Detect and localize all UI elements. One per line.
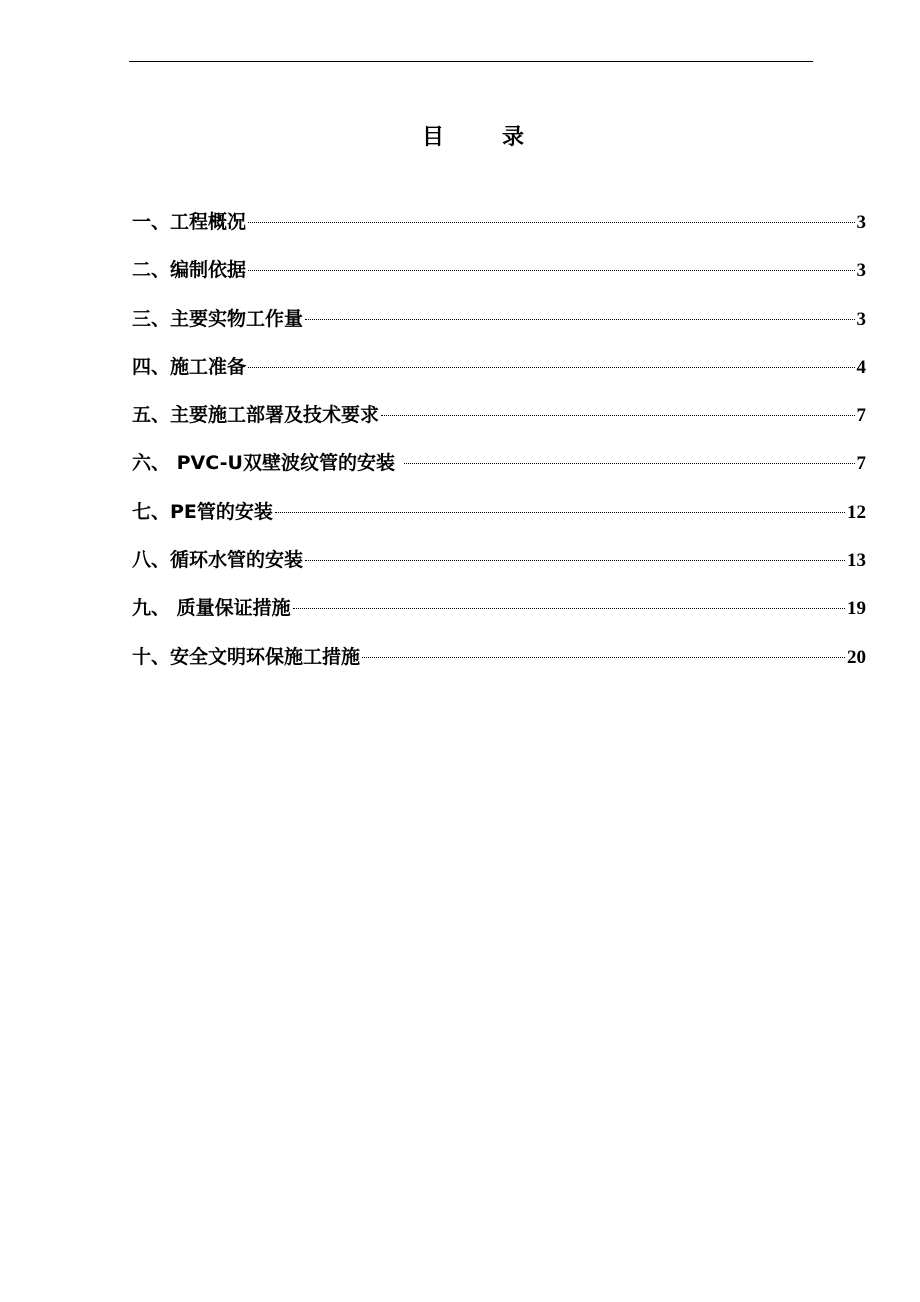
- toc-entry-page: 7: [856, 405, 866, 427]
- toc-entry-label: 十、安全文明环保施工措施: [132, 645, 361, 668]
- toc-entry[interactable]: [132, 303, 866, 351]
- header-rule: [129, 61, 813, 62]
- toc-entry-page: 4: [856, 356, 866, 378]
- toc-entry-page: 20: [847, 646, 866, 668]
- toc-entry[interactable]: [132, 544, 866, 592]
- toc-entry-label: 七、PE管的安装: [132, 500, 273, 523]
- toc-entry-page: 3: [856, 212, 866, 233]
- toc-entry-page: 12: [847, 501, 866, 523]
- toc-entry[interactable]: [132, 254, 866, 302]
- toc-entry-label: 三、主要实物工作量: [132, 307, 304, 330]
- toc-dot-leader: [248, 270, 854, 271]
- toc-entry-label: 二、编制依据: [132, 259, 247, 282]
- toc-entry-label: 八、循环水管的安装: [132, 549, 304, 572]
- toc-dot-leader: [362, 657, 845, 658]
- toc-dot-leader: [305, 560, 845, 561]
- toc-entry[interactable]: [132, 592, 866, 640]
- toc-entry-page: 13: [847, 550, 866, 572]
- toc-list: [132, 206, 866, 689]
- toc-entry-page: 3: [856, 308, 866, 330]
- toc-dot-leader: [275, 512, 845, 513]
- toc-entry-label: 六、 PVC-U双壁波纹管的安装: [132, 452, 402, 475]
- toc-entry[interactable]: [132, 447, 866, 495]
- toc-entry-page: 7: [856, 453, 866, 475]
- toc-dot-leader: [248, 222, 854, 223]
- toc-entry[interactable]: [132, 496, 866, 544]
- toc-entry-label: 一、工程概况: [132, 211, 247, 233]
- toc-dot-leader: [293, 608, 845, 609]
- toc-entry[interactable]: [132, 206, 866, 254]
- toc-entry-label: 四、施工准备: [132, 355, 247, 378]
- toc-entry-page: 19: [847, 598, 866, 620]
- toc-dot-leader: [248, 367, 854, 368]
- toc-entry[interactable]: [132, 351, 866, 399]
- toc-dot-leader: [404, 463, 855, 464]
- toc-dot-leader: [381, 415, 854, 416]
- toc-entry-page: 3: [856, 260, 866, 282]
- toc-entry-label: 九、 质量保证措施: [132, 597, 291, 620]
- toc-entry[interactable]: [132, 641, 866, 689]
- toc-entry[interactable]: [132, 399, 866, 447]
- toc-title: 目录: [421, 125, 582, 150]
- toc-dot-leader: [305, 319, 854, 320]
- toc-entry-label: 五、主要施工部署及技术要求: [132, 404, 380, 427]
